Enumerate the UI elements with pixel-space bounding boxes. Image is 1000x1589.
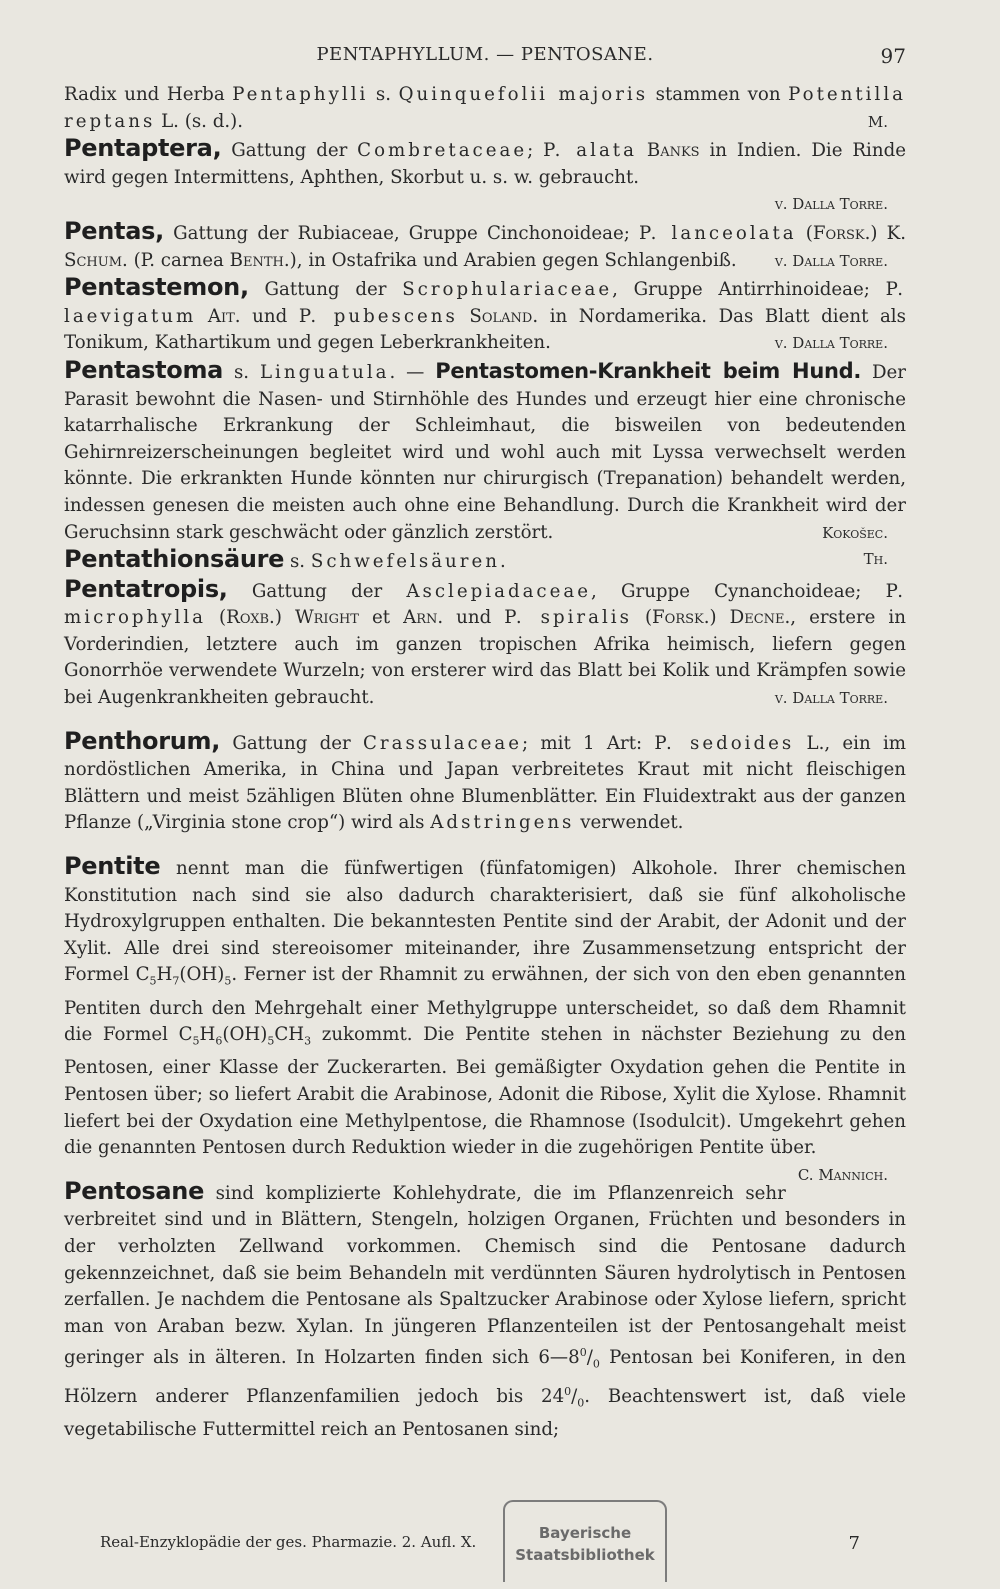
entry-pentastoma: Pentastoma s. Linguatula. — Pentastomen-Krankheit beim Hund. Der Parasit bewohnt die Nasen- und Stirnhöhle des Hundes und erzeugt hier eine chronische katarrhalische Erkrankung der Schleimhaut, die bisweilen von bedeutenden Gehirnreizerscheinungen begleitet wird und wohl auch mit Lyssa verwechselt werden könnte. Die erkrankten Hunde könnten nur chirurgisch (Trepanation) behandelt werden, indessen genesen die meisten auch ohne eine Behandlung. Durch die Krankheit wird der Geruchsinn stark geschwächt oder gänzlich zerstört. Kokošec. — [64, 357, 906, 546]
stamp-line-2: Staatsbibliothek — [515, 1546, 655, 1564]
author-signature: v. Dalla Torre. — [774, 251, 888, 270]
page-body — [64, 82, 906, 1444]
stamp-line-1: Bayerische — [538, 1524, 632, 1542]
entry-pentatropis: Pentatropis, Gattung der Asclepiadaceae, Gruppe Cynanchoideae; P. microphylla (Roxb.) Wright et Arn. und P. spiralis (Forsk.) Decne., erstere in Vorderindien, letztere auch im ganzen tropischen Afrika heimisch, liefern gegen Gonorrhöe verwendete Wurzeln; von ersterer wird das Blatt bei Kolik und Krämpfen sowie bei Augenkrankheiten gebraucht. v. Dalla Torre. — [64, 576, 906, 712]
author-signature: M. — [867, 112, 888, 131]
entry-headword: Pentatropis, — [64, 574, 228, 603]
author-signature: Th. — [863, 550, 888, 569]
entry-headword: Pentastemon, — [64, 273, 249, 302]
page-number: 97 — [880, 44, 906, 68]
running-header — [64, 44, 906, 74]
library-stamp — [503, 1500, 667, 1582]
footer-publication: Real-Enzyklopädie der ges. Pharmazie. 2. Aufl. X. — [100, 1533, 477, 1551]
entry-subheadword: Pentastomen-Krankheit beim Hund. — [435, 358, 862, 383]
entry-headword: Pentosane — [64, 1176, 205, 1205]
entry-headword: Pentaptera, — [64, 134, 222, 163]
author-signature: Kokošec. — [822, 523, 888, 542]
formula-pentite: $C_5H_7(OH)_5$ — [135, 964, 232, 989]
entry-headword: Pentite — [64, 852, 161, 881]
formula-rhamnit: $C_5H_6(OH)_5CH_3$ — [178, 1024, 312, 1048]
footer-signature-mark: 7 — [848, 1533, 860, 1554]
entry-pentite: Pentite nennt man die fünfwertigen (fünfatomigen) Alkohole. Ihrer chemischen Konstitution nach sind sie also dadurch charakterisiert, daß sie fünf alkoholische Hydroxylgruppen enthalten. Die bekanntesten Pentite sind der Arabit, der Adonit und der Xylit. Alle drei sind stereoisomer miteinander, ihre Zusammensetzung entspricht der Formel $C_5H_7(OH)_5$. Ferner ist der Rhamnit zu erwähnen, der sich von den eben genannten Pentiten durch den Mehrgehalt einer Methylgruppe unterscheidet, so daß dem Rhamnit die Formel $C_5H_6(OH)_5CH_3$ zukommt. Die Pentite stehen in nächster Beziehung zu den Pentosen, einer Klasse der Zuckerarten. Bei gemäßigter Oxydation gehen die Pentite in Pentosen über; so liefert Arabit die Arabinose, Adonit die Ribose, Xylit die Xylose. Rhamnit liefert bei der Oxydation eine Methylpentose, die Rhamnose (Isodulcit). Umgekehrt gehen die genannten Pentosen durch Reduktion wieder in die zugehörigen Pentite über. C. Mannich. — [64, 853, 906, 1162]
author-signature: C. Mannich. — [797, 1165, 888, 1184]
entry-penthorum: Penthorum, Gattung der Crassulaceae; mit 1 Art: P. sedoides L., ein im nordöstlichen Amerika, in China und Japan verbreitetes Kraut mit nicht fleischigen Blättern und meist 5zähligen Blüten ohne Blumenblätter. Ein Fluidextrakt aus der ganzen Pflanze („Virginia stone crop“) wird als Adstringens verwendet. — [64, 726, 907, 834]
author-signature: v. Dalla Torre. — [774, 195, 888, 214]
entry-pentosane: Pentosane sind komplizierte Kohlehydrate, die im Pflanzenreich sehr verbreitet sind und in Blättern, Stengeln, holzigen Organen, Früchten und besonders in der verholzten Zellwand vorkommen. Chemisch sind die Pentosane dadurch gekennzeichnet, daß sie beim Behandeln mit verdünnten Säuren hydrolytisch in Pentosen zerfallen. Je nachdem die Pentosane als Spaltzucker Arabinose oder Xylose liefern, spricht man von Araban bezw. Xylan. In jüngeren Pflanzenteilen ist der Pentosangehalt meist geringer als in älteren. In Holzarten finden sich $6—8^0/_0$ Pentosan bei Koniferen, in den Hölzern anderer Pflanzenfamilien jedoch bis $24^0/_0$. Beachtenswert ist, daß viele vegetabilische Futtermittel reich an Pentosanen sind; — [64, 1176, 906, 1440]
author-signature: v. Dalla Torre. — [774, 334, 888, 353]
running-title: PENTAPHYLLUM. — PENTOSANE. — [316, 44, 654, 65]
entry-headword: Pentathionsäure — [64, 545, 285, 574]
entry-pentaptera: Pentaptera, Gattung der Combretaceae; P. alata Banks in Indien. Die Rinde wird gegen Intermittens, Aphthen, Skorbut u. s. w. gebraucht. v. Dalla Torre. — [64, 135, 906, 218]
author-signature: v. Dalla Torre. — [774, 689, 888, 708]
entry-pentastemon: Pentastemon, Gattung der Scrophulariaceae, Gruppe Antirrhinoideae; P. laevigatum Ait. und P. pubescens Soland. in Nordamerika. Das Blatt dient als Tonikum, Kathartikum und gegen Leberkrankheiten. v. Dalla Torre. — [64, 274, 906, 357]
entry-pentas: Pentas, Gattung der Rubiaceae, Gruppe Cinchonoideae; P. lanceolata (Forsk.) K. Schum. (P. carnea Benth.), in Ostafrika und Arabien gegen Schlangenbiß. v. Dalla Torre. — [64, 218, 906, 274]
entry-headword: Penthorum, — [64, 726, 221, 755]
entry-headword: Pentastoma — [64, 355, 224, 384]
entry-pentathionsaeure: Pentathionsäure s. Schwefelsäuren. Th. — [64, 545, 888, 574]
entry-radix: Radix und Herba Pentaphylli s. Quinquefolii majoris stammen von Potentilla reptans L. (s. d.). M. — [64, 82, 906, 135]
entry-headword: Pentas, — [64, 216, 164, 245]
